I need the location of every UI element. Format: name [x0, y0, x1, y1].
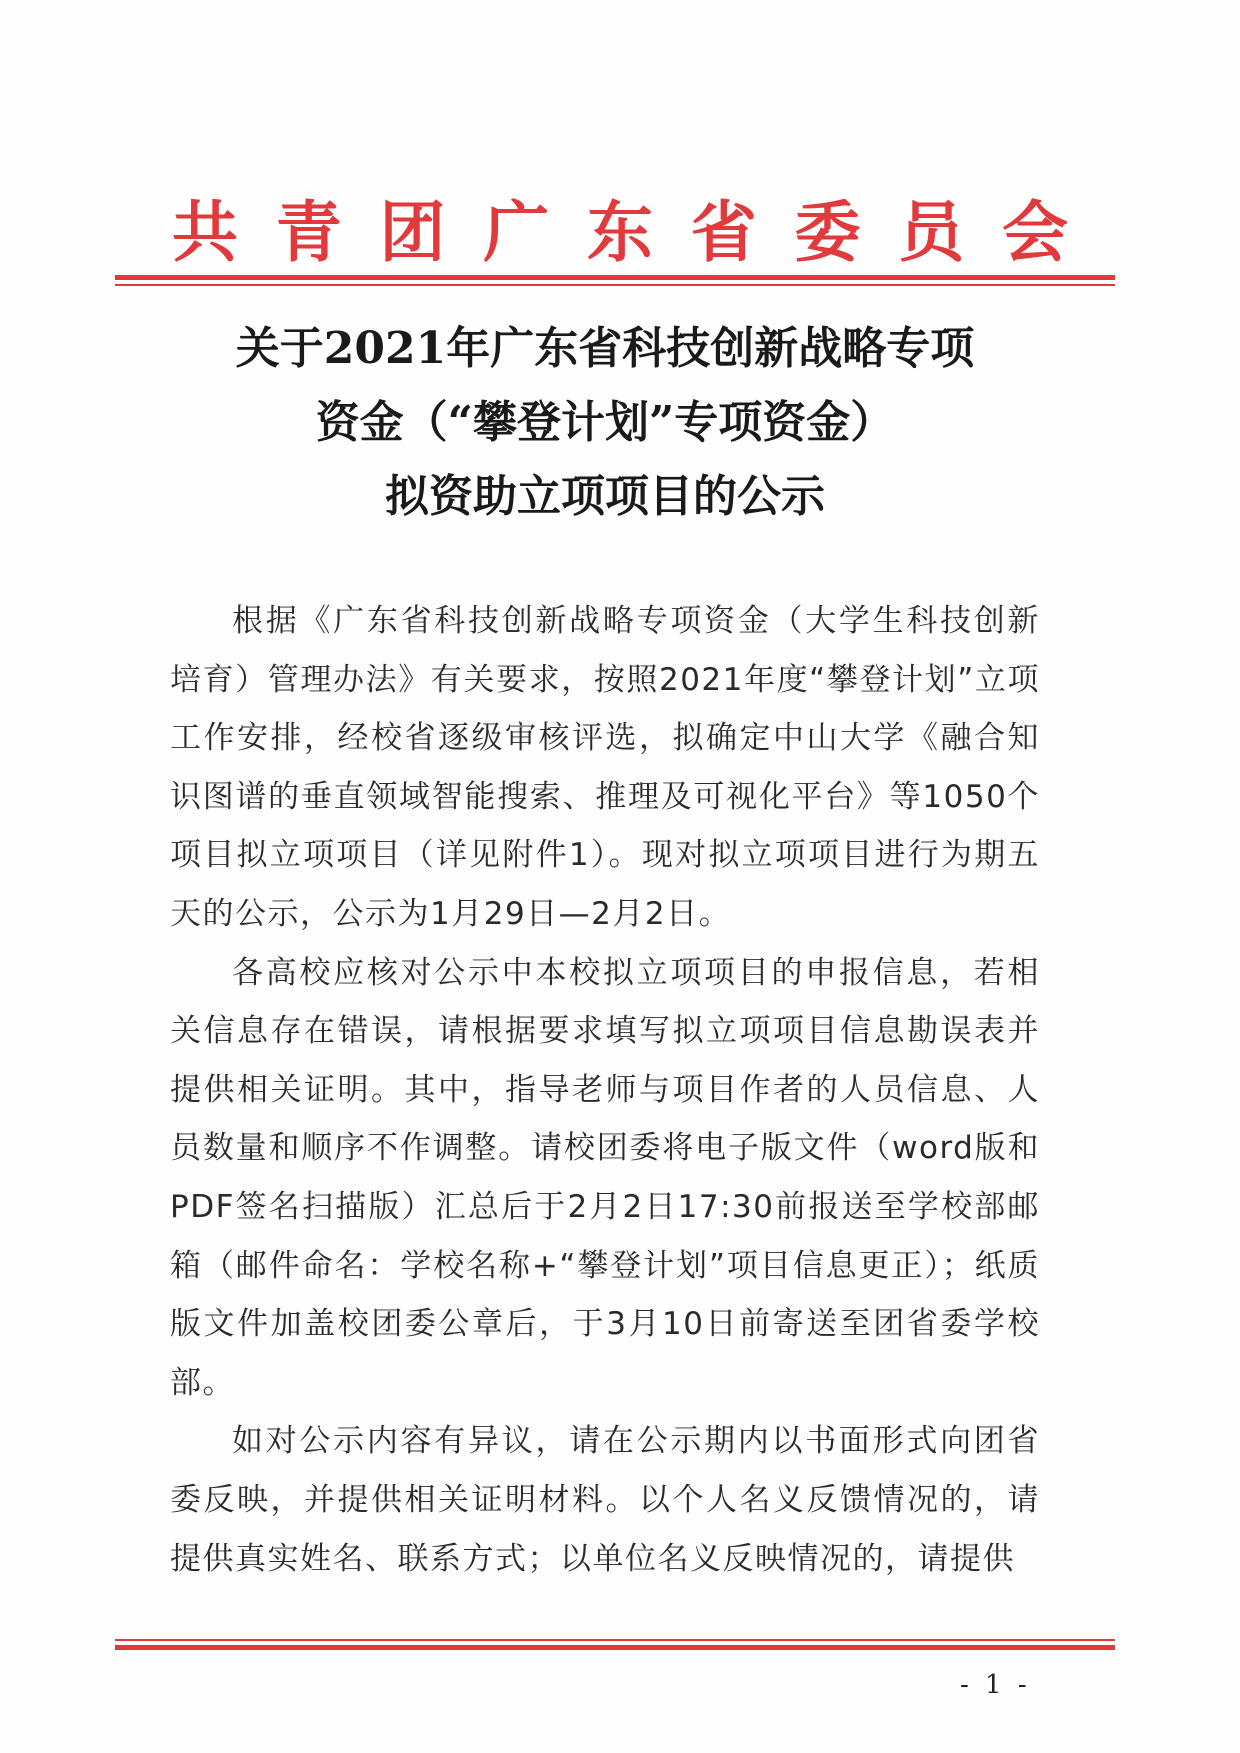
- body-paragraph: 如对公示内容有异议，请在公示期内以书面形式向团省委反映，并提供相关证明材料。以个人名义反馈情况的，请提供真实姓名、联系方式；以单位名义反映情况的，请提供: [170, 1423, 1040, 1577]
- letterhead-char: 广: [483, 193, 550, 271]
- title-line: 资金（“攀登计划”专项资金）: [315, 397, 895, 448]
- letterhead-char: 共: [172, 193, 238, 271]
- header-divider-thick: [115, 275, 1115, 280]
- document-body: [170, 592, 1040, 1588]
- letterhead-char: 员: [898, 193, 965, 271]
- title-line: 关于2021年广东省科技创新战略专项: [235, 323, 975, 374]
- body-paragraph: 根据《广东省科技创新战略专项资金（大学生科技创新培育）管理办法》有关要求，按照2021年度“攀登计划”立项工作安排，经校省逐级审核评选，拟确定中山大学《融合知识图谱的垂直领域智能搜索、推理及可视化平台》等1050个项目拟立项项目（详见附件1）。现对拟立项项目进行为期五天的公示，公示为1月29日—2月2日。: [170, 603, 1040, 932]
- letterhead-char: 青: [275, 193, 342, 271]
- letterhead-char: 东: [587, 193, 653, 271]
- title-line: 拟资助立项项目的公示: [385, 471, 825, 522]
- letterhead-char: 委: [794, 193, 861, 271]
- letterhead-char: 会: [1002, 193, 1068, 271]
- footer-divider-thin: [115, 1639, 1115, 1641]
- body-paragraph: 各高校应核对公示中本校拟立项项目的申报信息，若相关信息存在错误，请根据要求填写拟立项项目信息勘误表并提供相关证明。其中，指导老师与项目作者的人员信息、人员数量和顺序不作调整。请校团委将电子版文件（word版和PDF签名扫描版）汇总后于2月2日17:30前报送至学校部邮箱（邮件命名：学校名称+“攀登计划”项目信息更正）；纸质版文件加盖校团委公章后，于3月10日前寄送至团省委学校部。: [170, 954, 1040, 1401]
- page-number: - 1 -: [960, 1670, 1031, 1700]
- letterhead-char: 省: [690, 193, 757, 271]
- header-divider-thin: [115, 284, 1115, 286]
- letterhead-org-name: [170, 172, 1070, 292]
- letterhead-char: 团: [379, 193, 446, 271]
- footer-divider-thick: [115, 1645, 1115, 1650]
- document-title: [0, 312, 1240, 534]
